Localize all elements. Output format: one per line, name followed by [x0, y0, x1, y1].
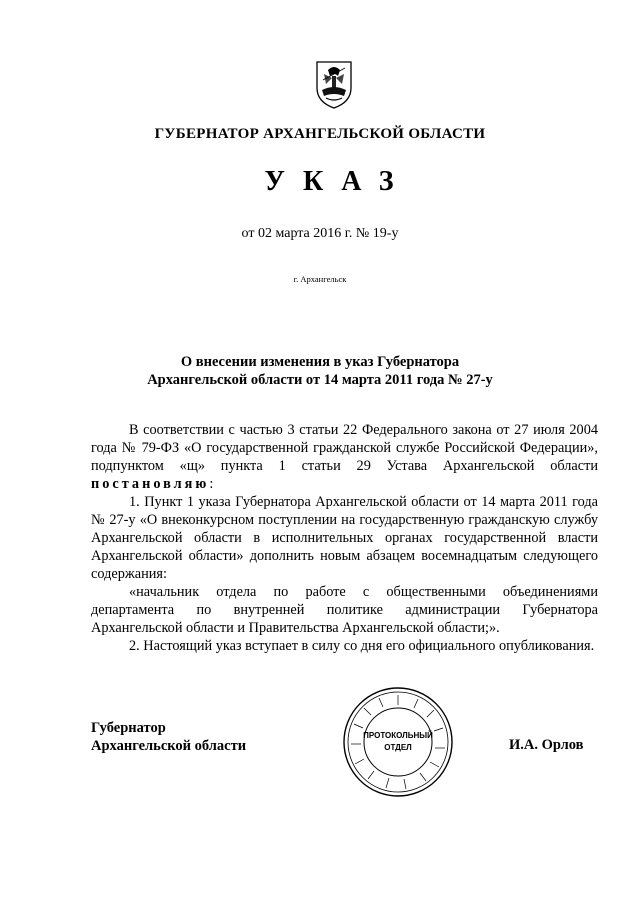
subject-line-2: Архангельской области от 14 марта 2011 года № 27-у [147, 372, 493, 388]
decree-colon: : [209, 476, 214, 492]
signer-title-line-2: Архангельской области [91, 738, 247, 754]
city: г. Архангельск [293, 274, 347, 284]
document-type: УКАЗ [264, 166, 412, 197]
decree-word: постановляю [91, 476, 210, 492]
preamble-paragraph [91, 421, 598, 493]
coat-of-arms-icon [314, 58, 354, 110]
date-and-number: от 02 марта 2016 г. № 19-у [241, 226, 399, 241]
item-1-paragraph: 1. Пункт 1 указа Губернатора Архангельской области от 14 марта 2011 года № 27-у «О внеконкурсном поступлении на государственную гражданскую службу Архангельской области в исполнительных органах государственной власти Архангельской области» дополнить новым абзацем восемнадцатым следующего содержания: [91, 494, 598, 582]
decree-body [91, 421, 598, 655]
subject-line-1: О внесении изменения в указ Губернатора [180, 354, 460, 370]
signer-title [91, 719, 246, 755]
stamp-text-line-2: ОТДЕЛ [384, 743, 412, 752]
authority-title: ГУБЕРНАТОР АРХАНГЕЛЬСКОЙ ОБЛАСТИ [154, 126, 486, 142]
signer-name: И.А. Орлов [509, 737, 584, 753]
signer-title-line-1: Губернатор [91, 720, 166, 736]
item-1-quote: «начальник отдела по работе с общественными объединениями департамента по внутренней политике администрации Губернатора Архангельской области и Правительства Архангельской области;». [91, 584, 598, 636]
preamble-text: В соответствии с частью 3 статьи 22 Федерального закона от 27 июля 2004 года № 79-ФЗ «О государственной гражданской службе Российской Федерации», подпунктом «щ» пункта 1 статьи 29 Устава Архангельской области [91, 422, 598, 474]
stamp-text-line-1: ПРОТОКОЛЬНЫЙ [363, 731, 433, 740]
official-stamp [342, 686, 454, 798]
item-2-paragraph: 2. Настоящий указ вступает в силу со дня его официального опубликования. [129, 638, 595, 654]
decree-subject [0, 353, 640, 389]
